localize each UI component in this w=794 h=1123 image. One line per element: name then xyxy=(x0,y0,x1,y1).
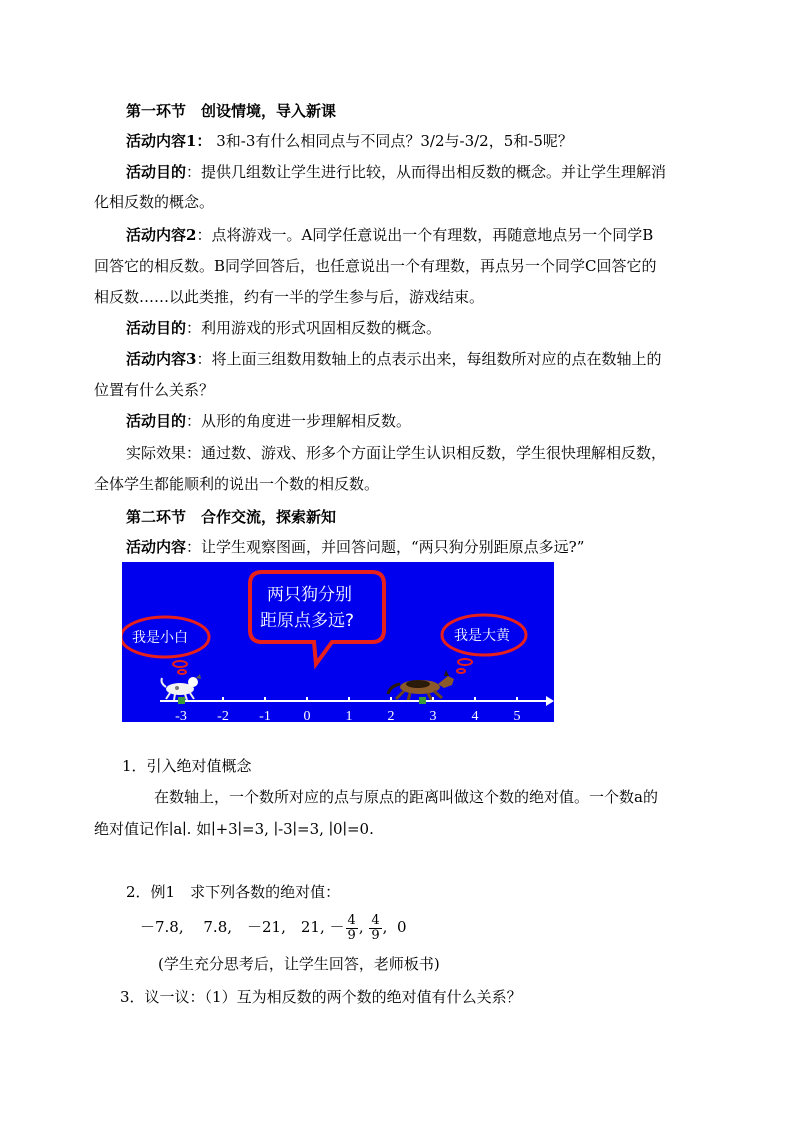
part1-text2: 绝对值记作∣a∣. 如∣+3∣=3, ∣-3∣=3, ∣0∣=0. xyxy=(94,820,374,838)
section2-activity-label: 活动内容 xyxy=(126,538,187,556)
section1-title: 第一环节 创设情境，导入新课 xyxy=(126,102,337,120)
fraction-neg xyxy=(346,914,358,943)
section2-activity-text: ：让学生观察图画，并回答问题，“两只狗分别距原点多远?” xyxy=(186,538,585,556)
purpose3-label: 活动目的 xyxy=(126,412,187,430)
fraction-pos xyxy=(369,914,381,943)
white-dog-icon xyxy=(162,674,202,700)
section2-activity xyxy=(126,536,584,558)
part2-nums: －7.8, 7.8, －21, 21, xyxy=(140,918,325,936)
activity3-label: 活动内容3 xyxy=(126,350,197,368)
number-line-figure xyxy=(122,562,554,722)
tick-label-1: -2 xyxy=(217,709,229,722)
tick-label-3: 0 xyxy=(303,709,311,722)
activity3 xyxy=(126,348,661,370)
purpose1-text: ：提供几组数让学生进行比较，从而得出相反数的概念。并让学生理解消 xyxy=(186,163,667,181)
fraction-pos-num: 4 xyxy=(371,912,380,928)
fraction-neg-num: 4 xyxy=(347,912,356,928)
left-speech-bubble xyxy=(122,617,209,674)
section2-title: 第二环节 合作交流，探索新知 xyxy=(126,508,337,526)
activity2 xyxy=(126,224,653,246)
figure-svg xyxy=(122,562,554,722)
center-speech-bubble xyxy=(250,572,384,664)
tick-label-6: 3 xyxy=(429,709,437,722)
tick-label-8: 5 xyxy=(513,709,521,722)
fraction-neg-den: 9 xyxy=(347,927,356,943)
purpose2-text: ：利用游戏的形式巩固相反数的概念。 xyxy=(186,319,442,337)
tick-label-2: -1 xyxy=(259,709,271,722)
activity3-text: ：将上面三组数用数轴上的点表示出来，每组数所对应的点在数轴上的 xyxy=(196,350,662,368)
marker-left xyxy=(178,697,185,704)
part2-zero: 0 xyxy=(396,918,407,936)
fraction-pos-den: 9 xyxy=(371,927,380,943)
purpose1-cont: 化相反数的概念。 xyxy=(94,193,215,211)
center-bubble-line2: 距原点多远? xyxy=(260,611,355,631)
part1-text1: 在数轴上，一个数所对应的点与原点的距离叫做这个数的绝对值。一个数a的 xyxy=(154,788,658,806)
activity1-label: 活动内容1： xyxy=(126,132,212,150)
tick-label-4: 1 xyxy=(345,709,353,722)
purpose1 xyxy=(126,161,666,183)
purpose3 xyxy=(126,410,411,432)
center-bubble-line1: 两只狗分别 xyxy=(267,585,352,605)
activity2-text: ：点将游戏一。A同学任意说出一个有理数，再随意地点另一个同学B xyxy=(196,226,654,244)
activity1 xyxy=(126,130,573,152)
activity2-label: 活动内容2 xyxy=(126,226,197,244)
activity2-cont2: 相反数……以此类推，约有一半的学生参与后，游戏结束。 xyxy=(94,288,485,306)
purpose2-label: 活动目的 xyxy=(126,319,187,337)
part2-note: (学生充分思考后，让学生回答，老师板书) xyxy=(158,955,440,973)
activity1-text: 3和-3有什么相同点与不同点？3/2与-3/2，5和-5呢？ xyxy=(211,132,573,150)
part1-title: 1．引入绝对值概念 xyxy=(122,757,252,775)
part2-numbers: －7.8, 7.8, －21, 21, － $\frac{4}{9}$ , $\frac{4}{9}$ , 0 xyxy=(140,912,407,943)
right-speech-bubble xyxy=(442,615,526,673)
activity2-cont1: 回答它的相反数。B同学回答后，也任意说出一个有理数，再点另一个同学C回答它的 xyxy=(94,257,657,275)
number-line xyxy=(160,696,554,722)
effect-line2: 全体学生都能顺利的说出一个数的相反数。 xyxy=(94,475,380,493)
purpose3-text: ：从形的角度进一步理解相反数。 xyxy=(186,412,412,430)
marker-right xyxy=(419,697,426,704)
purpose2 xyxy=(126,317,441,339)
brown-dog-icon xyxy=(388,670,454,701)
part3-title: 3．议一议：（1）互为相反数的两个数的绝对值有什么关系？ xyxy=(120,988,522,1006)
left-bubble-text: 我是小白 xyxy=(132,630,188,646)
right-bubble-text: 我是大黄 xyxy=(454,628,510,644)
purpose1-label: 活动目的 xyxy=(126,163,187,181)
activity3-cont: 位置有什么关系？ xyxy=(94,381,215,399)
tick-label-7: 4 xyxy=(471,709,479,722)
effect-line1: 实际效果：通过数、游戏、形多个方面让学生认识相反数，学生很快理解相反数， xyxy=(126,444,667,462)
neg-sign: － xyxy=(329,918,345,936)
tick-label-5: 2 xyxy=(387,709,395,722)
part2-title: 2．例1 求下列各数的绝对值： xyxy=(126,883,341,901)
tick-label-0: -3 xyxy=(175,709,187,722)
